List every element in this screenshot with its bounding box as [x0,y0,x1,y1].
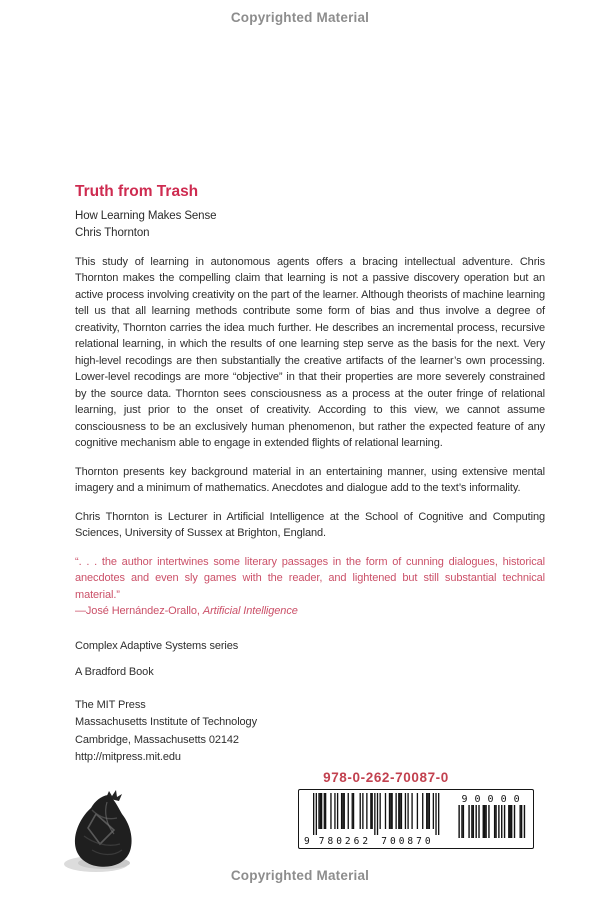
review-attribution: —José Hernández-Orallo, Artificial Intelligence [75,605,298,617]
book-subtitle: How Learning Makes Sense [75,209,217,222]
barcode-supplement-digits: 90000 [461,794,527,805]
book-author: Chris Thornton [75,226,150,239]
barcode-zone [298,770,536,849]
presentation-paragraph: Thornton presents key background material in an entertaining manner, using extensive mental imagery and a minimum of mathematics. Anecdotes and dialogue add to the text’s informality. [75,465,545,494]
copyright-notice-bottom: Copyrighted Material [230,868,370,883]
series-label: Complex Adaptive Systems series [75,639,239,652]
barcode-digits-right: 700870 [381,836,434,846]
barcode-digits-left: 780262 [318,836,372,846]
imprint-label: A Bradford Book [75,666,154,678]
trash-bag-icon [62,784,154,876]
copyright-notice-top: Copyrighted Material [230,10,370,25]
publisher-block [75,697,545,767]
review-quote-block [75,554,545,620]
trash-bag-illustration [62,784,154,876]
review-source: Artificial Intelligence [202,605,298,617]
isbn-label: 978-0-262-70087-0 [323,770,449,785]
author-bio-paragraph: Chris Thornton is Lecturer in Artificial Intelligence at the School of Cognitive and Computing Sciences, University of Sussex at Brighton, England. [75,510,545,539]
barcode [298,789,534,849]
publisher-institution: Massachusetts Institute of Technology [75,716,257,728]
publisher-address: Cambridge, Massachusetts 02142 [75,733,239,746]
review-quote: “. . . the author intertwines some literary passages in the form of cunning dialogues, historical anecdotes and even sly games with the reader, and lightened but still substantial technical material.” [75,555,545,601]
barcode-bars [303,792,529,846]
barcode-digit-lead: 9 [304,836,310,846]
publisher-url: http://mitpress.mit.edu [75,751,181,763]
description-paragraph: This study of learning in autonomous agents offers a bracing intellectual adventure. Chris Thornton makes the compelling claim that learning is not a passive discovery operation but an active process involving creativity on the part of the learner. Although theorists of machine learning tell us that all learning methods contribute some form of bias and thus involve a degree of creativity, Thornton carries the idea much further. He describes an incremental process, recursive relational learning, in which the results of one learning step serve as the basis for the next. Very high-level recodings are then substantially the creative artifacts of the learner’s own processing. Lower-level recodings are more “objective” in that their properties are more severely constrained by the source data. Thornton sees consciousness as a process at the outer fringe of relational learning, just prior to the onset of creativity. According to this view, we cannot assume consciousness to be an exclusively human phenomenon, but rather the expected feature of any cognitive mechanism able to engage in extended flights of relational learning. [75,255,545,449]
book-title: Truth from Trash [75,183,199,200]
cover-text-column [75,184,545,767]
publisher-name: The MIT Press [75,698,146,711]
